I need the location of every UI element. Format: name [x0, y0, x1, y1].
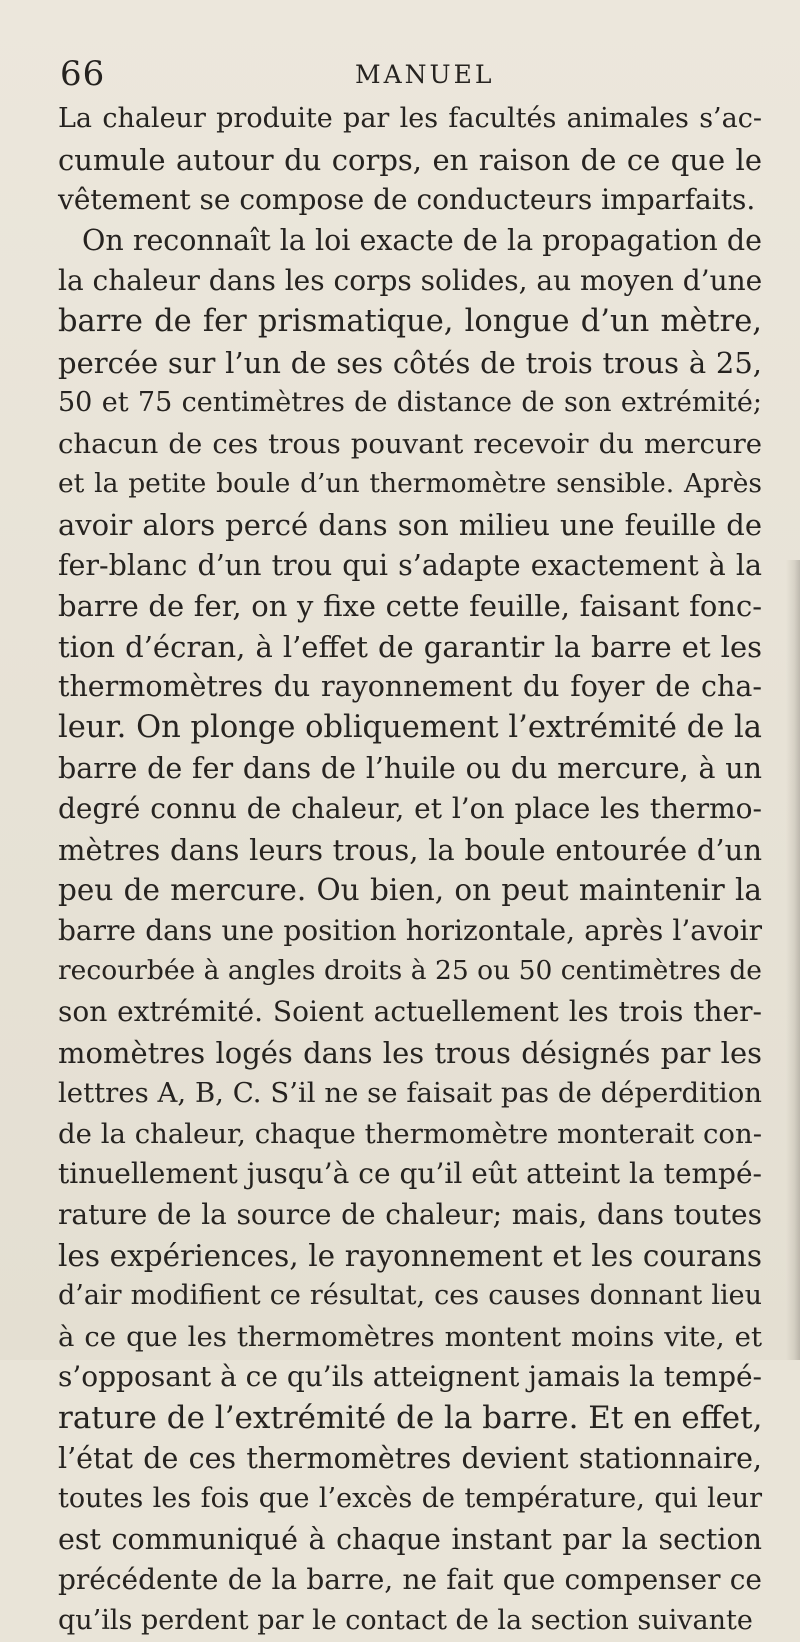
text-line: est communiqué à chaque instant par la section: [58, 1522, 762, 1556]
running-head: MANUEL: [355, 60, 495, 89]
text-line: les expériences, le rayonnement et les courans: [58, 1238, 762, 1273]
text-line: 50 et 75 centimètres de distance de son extrémité;: [58, 387, 762, 419]
text-line: son extrémité. Soient actuellement les trois ther-: [58, 995, 762, 1029]
text-line: La chaleur produite par les facultés animales s’ac-: [58, 103, 762, 134]
text-line: On reconnaît la loi exacte de la propagation de: [82, 223, 762, 257]
text-line: thermomètres du rayonnement du foyer de cha-: [58, 670, 762, 704]
text-line: à ce que les thermomètres montent moins vite, et: [58, 1320, 762, 1353]
text-line: fer-blanc d’un trou qui s’adapte exactement à la: [58, 548, 762, 582]
page-number: 66: [60, 54, 106, 94]
text-line: mètres dans leurs trous, la boule entourée d’un: [58, 832, 762, 867]
text-line: peu de mercure. Ou bien, on peut maintenir la: [58, 873, 762, 908]
text-line: rature de la source de chaleur; mais, dans toutes: [58, 1198, 762, 1232]
text-line: percée sur l’un de ses côtés de trois trous à 25,: [58, 345, 762, 380]
text-line: recourbée à angles droits à 25 ou 50 centimètres de: [58, 955, 762, 987]
page-edge-shadow: [786, 560, 800, 1360]
text-line: toutes les fois que l’excès de température, qui leur: [58, 1483, 762, 1515]
text-line: et la petite boule d’un thermomètre sensible. Après: [58, 468, 762, 500]
text-line: barre de fer dans de l’huile ou du mercure, à un: [58, 751, 762, 785]
text-line: de la chaleur, chaque thermomètre monterait con-: [58, 1117, 762, 1150]
text-line: précédente de la barre, ne fait que compenser ce: [58, 1563, 762, 1597]
text-line: lettres A, B, C. S’il ne se faisait pas de déperdition: [58, 1077, 762, 1110]
text-line: s’opposant à ce qu’ils atteignent jamais la tempé-: [58, 1360, 763, 1394]
page-header: [60, 54, 760, 94]
text-line: momètres logés dans les trous désignés par les: [58, 1035, 762, 1070]
text-line: barre de fer, on y fixe cette feuille, faisant fonc-: [58, 589, 762, 624]
text-line: cumule autour du corps, en raison de ce que le: [58, 142, 762, 177]
text-line: avoir alors percé dans son milieu une feuille de: [58, 507, 762, 542]
body-text: [58, 99, 762, 1642]
text-line: la chaleur dans les corps solides, au moyen d’une: [58, 264, 763, 298]
text-line: tion d’écran, à l’effet de garantir la barre et les: [58, 629, 762, 664]
text-line: barre dans une position horizontale, après l’avoir: [58, 913, 762, 947]
text-line: barre de fer prismatique, longue d’un mètre,: [58, 303, 762, 339]
text-line: tinuellement jusqu’à ce qu’il eût atteint la tempé-: [58, 1157, 762, 1191]
text-line: rature de l’extrémité de la barre. Et en effet,: [58, 1400, 763, 1436]
text-line: qu’ils perdent par le contact de la section suivante: [58, 1604, 753, 1636]
text-line: vêtement se compose de conducteurs imparfaits.: [58, 183, 756, 217]
text-line: chacun de ces trous pouvant recevoir du mercure: [58, 427, 762, 460]
text-line: leur. On plonge obliquement l’extrémité de la: [58, 709, 762, 745]
text-line: degré connu de chaleur, et l’on place les thermo-: [58, 792, 762, 826]
text-line: d’air modifient ce résultat, ces causes donnant lieu: [58, 1280, 762, 1312]
text-line: l’état de ces thermomètres devient stationnaire,: [58, 1441, 762, 1475]
